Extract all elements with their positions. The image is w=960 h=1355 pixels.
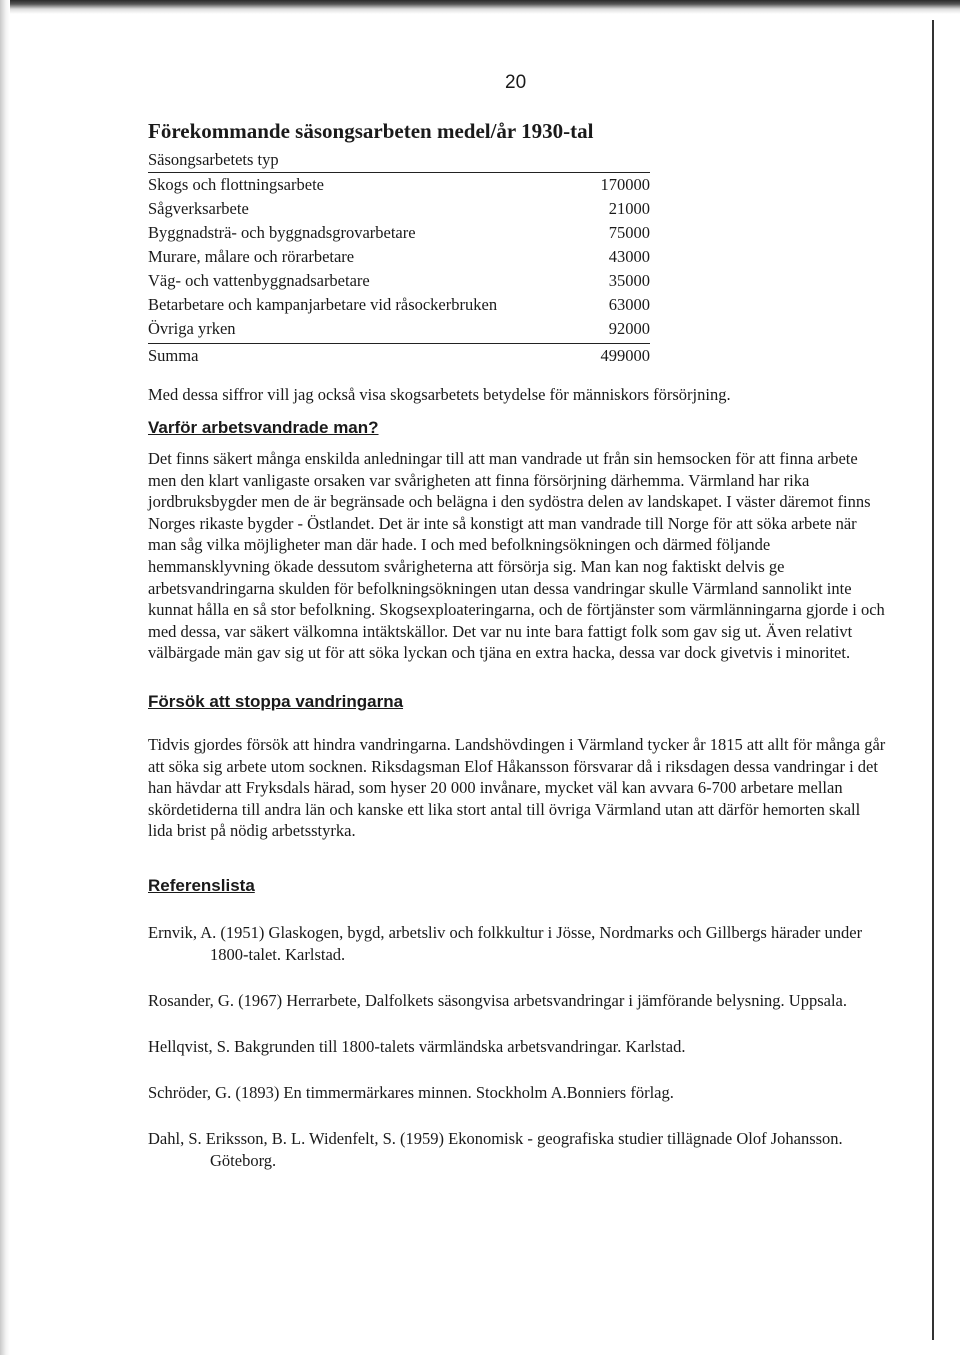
paragraph-stop: Tidvis gjordes försök att hindra vandringarna. Landshövdingen i Värmland tycker år 1815 att allt för många går att söka sig arbete utom socknen. Riksdagsman Elof Håkansson försvarar då i riksdagen dessa vandringar i det han hävdar att Fryksdals härad, som hyser 20 000 invånare, mycket väl kan avvara 6-700 arbetare mellan skördetiderna till andra län och kanske ett lika stort antal till övriga Värmland utan att därför hemorten skall lida brist på nödig arbetsstyrka. xyxy=(148,734,886,841)
reference-list xyxy=(148,922,888,1172)
heading-references: Referenslista xyxy=(148,875,255,895)
reference-item: Ernvik, A. (1951) Glaskogen, bygd, arbetsliv och folkkultur i Jösse, Nordmarks och Gillbergs härader under 1800-talet. Karlstad. xyxy=(148,922,863,964)
table-header: Säsongsarbetets typ xyxy=(148,148,650,173)
reference-item: Rosander, G. (1967) Herrarbete, Dalfolkets säsongvisa arbetsvandringar i jämförande belysning. Uppsala. xyxy=(148,990,848,1010)
row-value: 63000 xyxy=(608,295,650,314)
row-value: 170000 xyxy=(600,175,650,194)
row-label: Murare, målare och rörarbetare xyxy=(148,247,355,266)
reference-item: Schröder, G. (1893) En timmermärkares minnen. Stockholm A.Bonniers förlag. xyxy=(148,1082,674,1102)
page-content xyxy=(148,118,888,1196)
reference-item: Hellqvist, S. Bakgrunden till 1800-talets värmländska arbetsvandringar. Karlstad. xyxy=(148,1036,686,1056)
paragraph-why: Det finns säkert många enskilda anledningar till att man vandrade ut från sin hemsocken för att finna arbete men den klart vanligaste orsaken var svårigheten att finna försörjning därhemma. Värmland har rika jordbruksbygder men de är begränsade och belägna i den sydöstra delen av landskapet. I väster däremot finns Norges rikaste bygder - Östlandet. Det är inte så konstigt att man vandrade till Norge för att söka arbete när man såg vilka möjligheter man där hade. I och med befolkningsökningen och därmed följande hemmansklyvning ökade dessutom svårigheterna att försörja sig. Man kan nog faktiskt delvis ge arbetsvandringarna skulden för befolkningsökningen utan dessa vandringar skulle Värmland sannolikt inte kunnat hålla en så stor befolkning. Skogsexploateringarna, och de förtjänster som värmlänningarna gjorde i och med dessa, var säkert välkomna intäktskällor. Det var nu inte bara fattigt folk som gav sig ut. Även relativt välbärgade män gav sig ut för att söka lyckan och tjäna en extra hacka, dessa var dock givetvis i minoritet. xyxy=(148,449,885,663)
scan-edge-left xyxy=(0,0,10,1355)
row-label: Väg- och vattenbyggnadsarbetare xyxy=(148,271,370,290)
season-work-table xyxy=(148,148,650,368)
table-row xyxy=(148,173,650,197)
row-label: Betarbetare och kampanjarbetare vid råsockerbruken xyxy=(148,295,498,314)
sum-value: 499000 xyxy=(600,346,650,365)
row-value: 43000 xyxy=(608,247,650,266)
row-value: 75000 xyxy=(608,223,650,242)
row-value: 92000 xyxy=(608,319,650,338)
row-label: Skogs och flottningsarbete xyxy=(148,175,324,194)
reference-item: Dahl, S. Eriksson, B. L. Widenfelt, S. (1959) Ekonomisk - geografiska studier tillägnade Olof Johansson. Göteborg. xyxy=(148,1128,843,1170)
row-label: Byggnadsträ- och byggnadsgrovarbetare xyxy=(148,223,416,242)
table-row xyxy=(148,317,650,341)
document-title: Förekommande säsongsarbeten medel/år 1930-tal xyxy=(148,119,594,143)
heading-stop: Försök att stoppa vandringarna xyxy=(148,691,404,711)
table-row xyxy=(148,197,650,221)
scan-edge-top xyxy=(0,0,960,14)
row-label: Sågverksarbete xyxy=(148,199,249,218)
table-row xyxy=(148,269,650,293)
row-value: 35000 xyxy=(608,271,650,290)
table-row xyxy=(148,221,650,245)
table-sum-row xyxy=(148,343,650,368)
table-row xyxy=(148,293,650,317)
scan-edge-right xyxy=(932,20,934,1340)
row-value: 21000 xyxy=(608,199,650,218)
page-number: 20 xyxy=(505,72,527,93)
table-row xyxy=(148,245,650,269)
heading-why: Varför arbetsvandrade man? xyxy=(148,418,379,437)
row-label: Övriga yrken xyxy=(148,319,236,338)
intro-text: Med dessa siffror vill jag också visa skogsarbetets betydelse för människors försörjning. xyxy=(148,385,731,404)
sum-label: Summa xyxy=(148,346,199,365)
